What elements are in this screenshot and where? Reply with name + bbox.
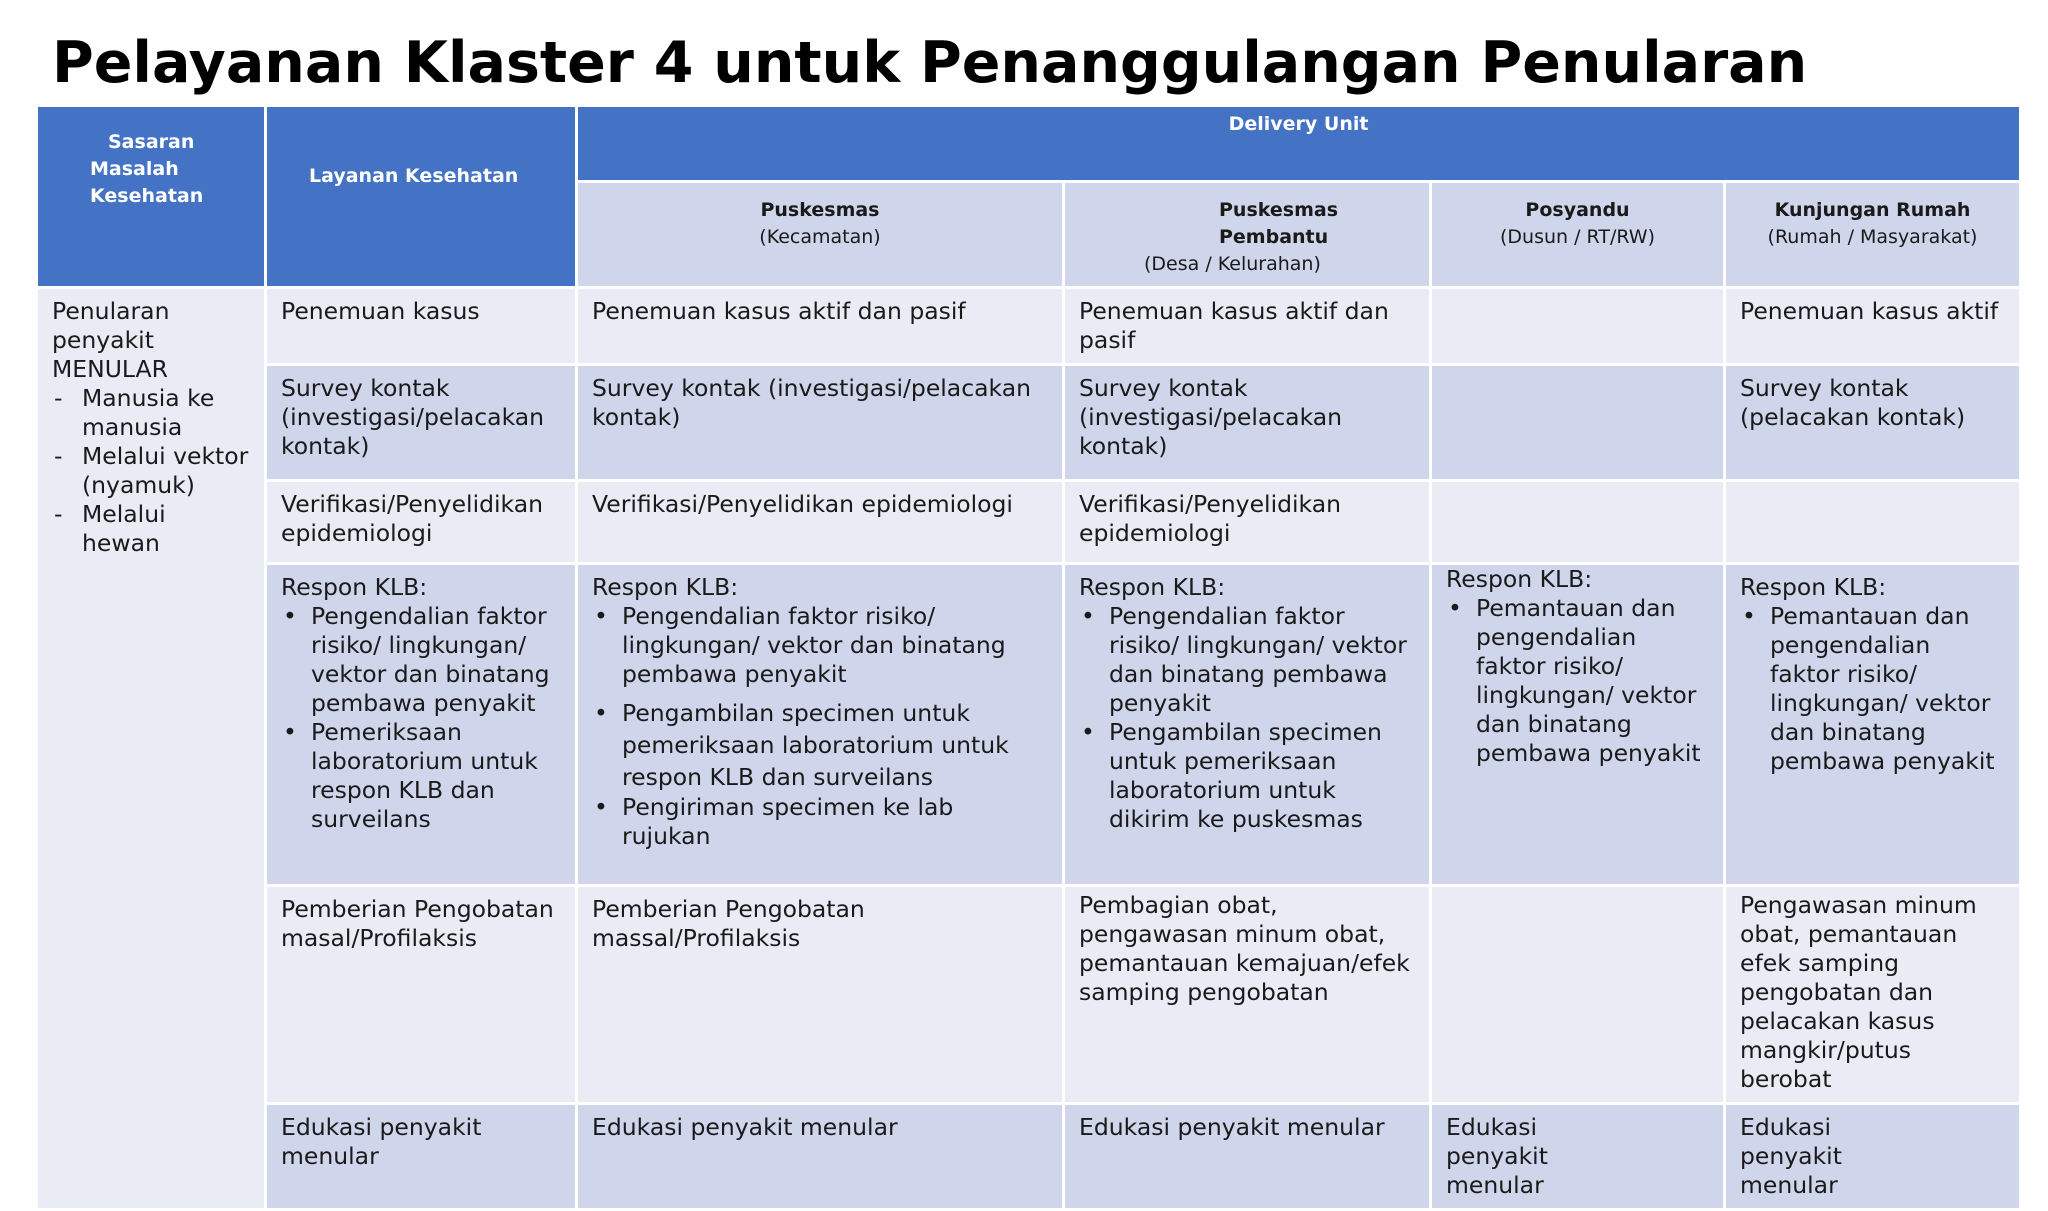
table-cell: Verifikasi/Penyelidikan epidemiologi [577, 481, 1064, 564]
list-item: - Manusia ke manusia [52, 384, 250, 442]
table-cell [1431, 481, 1725, 564]
list-item: • Pemantauan dan pengendalian faktor risiko/ lingkungan/ vektor dan binatang pembawa penyakit [1446, 594, 1709, 768]
page-title: Pelayanan Klaster 4 untuk Penanggulangan Penularan [52, 30, 1808, 96]
list-item: • Pengendalian faktor risiko/ lingkungan/ vektor dan binatang pembawa penyakit [592, 602, 1048, 689]
list-item: • Pengambilan specimen untuk pemeriksaan laboratorium untuk dikirim ke puskesmas [1079, 718, 1415, 834]
list-item: - Melalui hewan [52, 500, 250, 558]
table-cell: Survey kontak (investigasi/pelacakan kontak) [266, 365, 577, 481]
list-item: • Pengendalian faktor risiko/ lingkungan/ vektor dan binatang pembawa penyakit [281, 602, 561, 718]
list-item: • Pengendalian faktor risiko/ lingkungan/ vektor dan binatang pembawa penyakit [1079, 602, 1415, 718]
table-cell: Verifikasi/Penyelidikan epidemiologi [266, 481, 577, 564]
table-cell [1431, 365, 1725, 481]
sasaran-title: Penularan penyakit MENULAR [52, 297, 170, 383]
header-delivery-unit: Delivery Unit [577, 106, 2021, 182]
table-cell: Penemuan kasus aktif [1725, 288, 2021, 365]
table-cell: Pembagian obat, pengawasan minum obat, pemantauan kemajuan/efek samping pengobatan [1064, 886, 1431, 1104]
table-cell [1431, 886, 1725, 1104]
list-item: • Pemantauan dan pengendalian faktor risiko/ lingkungan/ vektor dan binatang pembawa penyakit [1740, 602, 2005, 776]
table-cell: Respon KLB: • Pemantauan dan pengendalian faktor risiko/ lingkungan/ vektor dan binatang pembawa penyakit [1431, 564, 1725, 886]
list-item: • Pengambilan specimen untuk pemeriksaan laboratorium untuk respon KLB dan surveilans [592, 697, 1048, 793]
table-cell: Edukasi penyakit menular [266, 1104, 577, 1210]
header-pustu: Puskesmas Pembantu (Desa / Kelurahan) [1064, 182, 1431, 288]
header-sasaran: Sasaran Masalah Kesehatan [37, 106, 266, 288]
table-cell: Survey kontak (investigasi/pelacakan kontak) [577, 365, 1064, 481]
table-cell: Edukasi penyakit menular [577, 1104, 1064, 1210]
table-cell: Edukasi penyakit menular [1725, 1104, 2021, 1210]
list-item: - Melalui vektor (nyamuk) [52, 442, 250, 500]
header-puskesmas: Puskesmas (Kecamatan) [577, 182, 1064, 288]
list-item: • Pengiriman specimen ke lab rujukan [592, 793, 1048, 851]
sasaran-cell [37, 288, 266, 1210]
table-cell: Respon KLB: • Pemantauan dan pengendalian faktor risiko/ lingkungan/ vektor dan binatang pembawa penyakit [1725, 564, 2021, 886]
table-cell: Survey kontak (investigasi/pelacakan kontak) [1064, 365, 1431, 481]
table-cell [1431, 288, 1725, 365]
table-cell: Pengawasan minum obat, pemantauan efek samping pengobatan dan pelacakan kasus mangkir/putus berobat [1725, 886, 2021, 1104]
table-cell: Respon KLB: • Pengendalian faktor risiko/ lingkungan/ vektor dan binatang pembawa penyakit • Pengambilan specimen untuk pemeriksaan laboratorium untuk dikirim ke puskesmas [1064, 564, 1431, 886]
table-cell: Edukasi penyakit menular [1431, 1104, 1725, 1210]
table-cell: Penemuan kasus aktif dan pasif [577, 288, 1064, 365]
table-cell: Respon KLB: • Pengendalian faktor risiko/ lingkungan/ vektor dan binatang pembawa penyakit • Pengambilan specimen untuk pemeriksaan laboratorium untuk respon KLB dan surveilans • Pengiriman specimen ke lab rujukan [577, 564, 1064, 886]
cluster-table [35, 104, 2022, 1211]
table-cell: Survey kontak (pelacakan kontak) [1725, 365, 2021, 481]
table-cell: Pemberian Pengobatan masal/Profilaksis [266, 886, 577, 1104]
table-cell: Pemberian Pengobatan massal/Profilaksis [577, 886, 1064, 1104]
sasaran-list [52, 384, 250, 558]
table-cell: Penemuan kasus [266, 288, 577, 365]
table-cell: Verifikasi/Penyelidikan epidemiologi [1064, 481, 1431, 564]
list-item: • Pemeriksaan laboratorium untuk respon KLB dan surveilans [281, 718, 561, 834]
header-kunjungan: Kunjungan Rumah (Rumah / Masyarakat) [1725, 182, 2021, 288]
header-layanan: Layanan Kesehatan [266, 106, 577, 288]
table-cell: Respon KLB: • Pengendalian faktor risiko/ lingkungan/ vektor dan binatang pembawa penyakit • Pemeriksaan laboratorium untuk respon KLB dan surveilans [266, 564, 577, 886]
table-cell: Penemuan kasus aktif dan pasif [1064, 288, 1431, 365]
table-cell [1725, 481, 2021, 564]
table-cell: Edukasi penyakit menular [1064, 1104, 1431, 1210]
header-posyandu: Posyandu (Dusun / RT/RW) [1431, 182, 1725, 288]
